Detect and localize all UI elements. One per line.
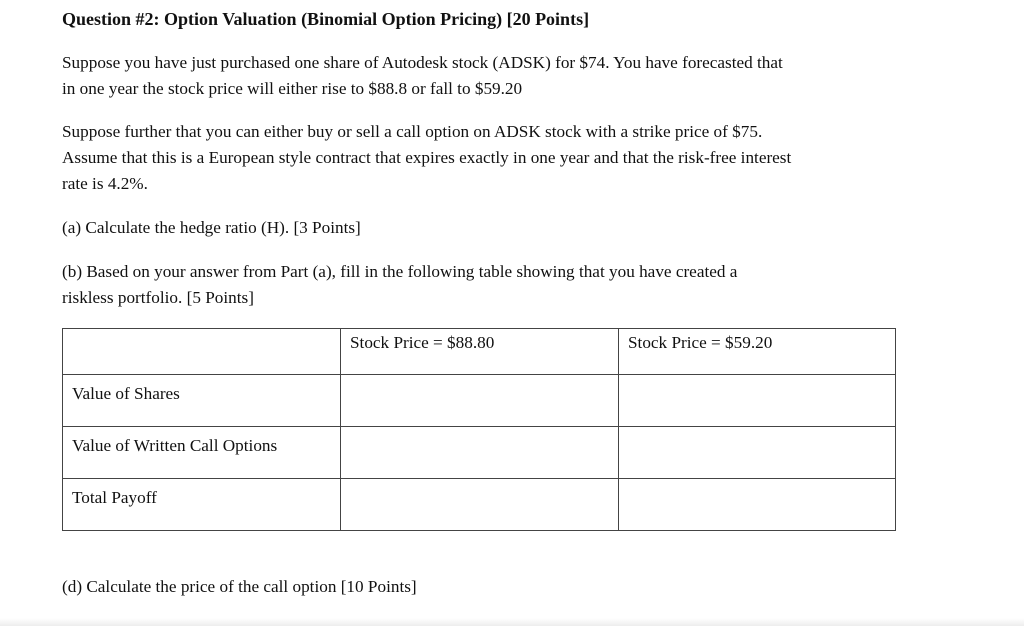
table-row-total-payoff	[63, 479, 896, 531]
row-label-total-payoff: Total Payoff	[63, 479, 341, 531]
part-a-question: (a) Calculate the hedge ratio (H). [3 Points]	[62, 218, 361, 237]
scenario-line-1: Suppose you have just purchased one share of Autodesk stock (ADSK) for $74. You have forecasted that	[62, 53, 783, 72]
row-label-value-of-shares: Value of Shares	[63, 375, 341, 427]
header-cell-empty	[63, 329, 341, 375]
cell-shares-up	[341, 375, 619, 427]
row-label-written-calls: Value of Written Call Options	[63, 427, 341, 479]
question-title: Question #2: Option Valuation (Binomial Option Pricing) [20 Points]	[62, 9, 590, 29]
scenario-paragraph	[62, 50, 922, 102]
part-b-line-2: riskless portfolio. [5 Points]	[62, 288, 254, 307]
payoff-table	[62, 328, 896, 531]
header-cell-down-price: Stock Price = $59.20	[619, 329, 896, 375]
option-line-1: Suppose further that you can either buy or sell a call option on ADSK stock with a strike price of $75.	[62, 122, 763, 141]
part-d-question: (d) Calculate the price of the call option [10 Points]	[62, 577, 417, 596]
part-b-question	[62, 259, 922, 311]
table-header-row	[63, 329, 896, 375]
scenario-line-2: in one year the stock price will either rise to $88.8 or fall to $59.20	[62, 79, 523, 98]
option-paragraph	[62, 119, 922, 197]
header-cell-up-price: Stock Price = $88.80	[341, 329, 619, 375]
cell-shares-down	[619, 375, 896, 427]
option-line-3: rate is 4.2%.	[62, 174, 148, 193]
cell-calls-up	[341, 427, 619, 479]
option-line-2: Assume that this is a European style contract that expires exactly in one year and that the risk-free interest	[62, 148, 792, 167]
cell-total-up	[341, 479, 619, 531]
table-row-written-calls	[63, 427, 896, 479]
page-bottom-edge	[0, 618, 1024, 626]
cell-total-down	[619, 479, 896, 531]
part-b-line-1: (b) Based on your answer from Part (a), fill in the following table showing that you have created a	[62, 262, 738, 281]
table-row-value-of-shares	[63, 375, 896, 427]
cell-calls-down	[619, 427, 896, 479]
